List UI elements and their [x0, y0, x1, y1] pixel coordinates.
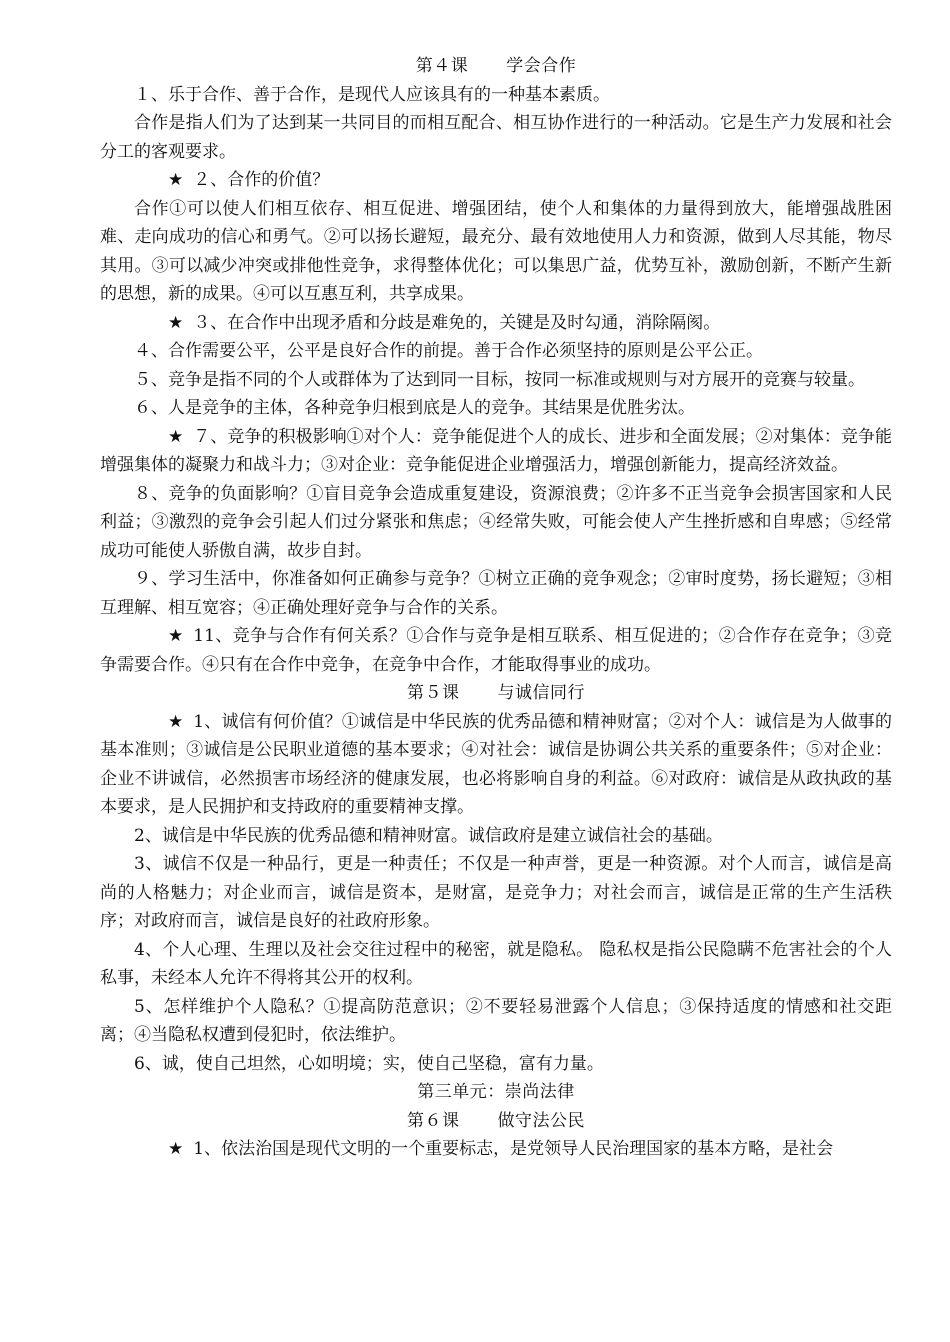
document-page [100, 52, 892, 1164]
lesson4-paragraph [100, 423, 892, 480]
star-icon: ★ [168, 1139, 184, 1159]
lesson-5-title [100, 679, 892, 708]
paragraph-text: ８、竞争的负面影响？①盲目竞争会造成重复建设，资源浪费；②许多不正当竞争会损害国家和人民利益；③激烈的竞争会引起人们过分紧张和焦虑；④经常失败，可能会使人产生挫折感和自卑感；⑤经常成功可能使人骄傲自满，故步自封。 [100, 483, 892, 561]
lesson-5-name: 与诚信同行 [497, 683, 585, 703]
paragraph-text: 2、诚信是中华民族的优秀品德和精神财富。诚信政府是建立诚信社会的基础。 [134, 825, 723, 846]
lesson4-paragraph [100, 480, 892, 566]
paragraph-text: ４、合作需要公平，公平是良好合作的前提。善于合作必须坚持的原则是公平公正。 [134, 341, 763, 361]
lesson6-paragraph [100, 1135, 892, 1164]
paragraph-text: ２、合作的价值？ [193, 170, 330, 190]
paragraph-text: 合作是指人们为了达到某一共同目的而相互配合、相互协作进行的一种活动。它是生产力发展和社会分工的客观要求。 [100, 113, 892, 162]
paragraph-text: 1、依法治国是现代文明的一个重要标志，是党领导人民治理国家的基本方略，是社会 [193, 1139, 834, 1159]
lesson4-paragraph [100, 565, 892, 622]
lesson-6-title [100, 1107, 892, 1136]
lesson-6-name: 做守法公民 [497, 1110, 585, 1131]
lesson-4-body [100, 81, 892, 680]
lesson5-paragraph [100, 708, 892, 822]
lesson-6-number: 第６课 [407, 1110, 460, 1131]
paragraph-text: 3、诚信不仅是一种品行，更是一种责任；不仅是一种声誉，更是一种资源。对个人而言，诚信是高尚的人格魅力；对企业而言，诚信是资本，是财富，是竞争力；对社会而言，诚信是正常的生产生活秩序；对政府而言，诚信是良好的社政府形象。 [100, 854, 892, 931]
lesson4-paragraph [100, 109, 892, 166]
paragraph-text: 4、个人心理、生理以及社会交往过程中的秘密，就是隐私。 隐私权是指公民隐瞒不危害社会的个人私事，未经本人允许不得将其公开的权利。 [100, 939, 892, 988]
lesson4-paragraph [100, 166, 892, 195]
paragraph-text: 11、竞争与合作有何关系？①合作与竞争是相互联系、相互促进的；②合作存在竞争；③竞争需要合作。④只有在合作中竞争，在竞争中合作，才能取得事业的成功。 [100, 626, 892, 675]
lesson5-paragraph [100, 1050, 892, 1079]
lesson-4-number: 第４课 [415, 56, 469, 76]
lesson4-paragraph [100, 622, 892, 679]
star-icon: ★ [168, 312, 184, 333]
lesson4-paragraph [100, 195, 892, 309]
star-icon: ★ [168, 626, 184, 646]
paragraph-text: 6、诚，使自己坦然，心如明境；实，使自己坚稳，富有力量。 [134, 1053, 604, 1074]
lesson4-paragraph [100, 81, 892, 110]
lesson5-paragraph [100, 936, 892, 993]
lesson-6-body [100, 1135, 892, 1164]
star-icon: ★ [168, 426, 184, 447]
unit-3-title: 第三单元：崇尚法律 [417, 1082, 575, 1102]
lesson5-paragraph [100, 850, 892, 936]
lesson-4-title [100, 52, 892, 81]
paragraph-text: ９、学习生活中，你准备如何正确参与竞争？①树立正确的竞争观念；②审时度势，扬长避短；③相互理解、相互宽容；④正确处理好竞争与合作的关系。 [100, 569, 892, 618]
lesson4-paragraph [100, 337, 892, 366]
lesson4-paragraph [100, 309, 892, 338]
lesson-4-name: 学会合作 [506, 56, 577, 76]
paragraph-text: ６、人是竞争的主体，各种竞争归根到底是人的竞争。其结果是优胜劣汰。 [134, 398, 695, 418]
lesson4-paragraph [100, 394, 892, 423]
lesson5-paragraph [100, 993, 892, 1050]
lesson-5-number: 第５课 [407, 683, 460, 703]
paragraph-text: ３、在合作中出现矛盾和分歧是难免的，关键是及时勾通，消除隔阂。 [193, 312, 721, 333]
paragraph-text: 1、诚信有何价值？①诚信是中华民族的优秀品德和精神财富；②对个人：诚信是为人做事的基本准则；③诚信是公民职业道德的基本要求；④对社会：诚信是协调公共关系的重要条件；⑤对企业：企业不讲诚信，必然损害市场经济的健康发展，也必将影响自身的利益。⑥对政府：诚信是从政执政的基本要求，是人民拥护和支持政府的重要精神支撑。 [100, 711, 892, 817]
paragraph-text: 合作①可以使人们相互依存、相互促进、增强团结，使个人和集体的力量得到放大，能增强战胜困难、走向成功的信心和勇气。②可以扬长避短，最充分、最有效地使用人力和资源，做到人尽其能，物尽其用。③可以减少冲突或排他性竞争，求得整体优化；可以集思广益，优势互补，激励创新，不断产生新的思想，新的成果。④可以互惠互利，共享成果。 [100, 198, 892, 304]
paragraph-text: 5、怎样维护个人隐私？①提高防范意识；②不要轻易泄露个人信息；③保持适度的情感和社交距离；④当隐私权遭到侵犯时，依法维护。 [100, 996, 892, 1045]
lesson4-paragraph [100, 366, 892, 395]
paragraph-text: ５、竞争是指不同的个人或群体为了达到同一目标，按同一标准或规则与对方展开的竞赛与较量。 [134, 369, 865, 390]
lesson-5-body [100, 708, 892, 1079]
paragraph-text: ７、竞争的积极影响①对个人：竞争能促进个人的成长、进步和全面发展；②对集体：竞争能增强集体的凝聚力和战斗力；③对企业：竞争能促进企业增强活力，增强创新能力，提高经济效益。 [100, 426, 892, 475]
star-icon: ★ [168, 711, 184, 732]
lesson5-paragraph [100, 822, 892, 851]
paragraph-text: １、乐于合作、善于合作，是现代人应该具有的一种基本素质。 [134, 84, 610, 105]
star-icon: ★ [168, 170, 184, 190]
